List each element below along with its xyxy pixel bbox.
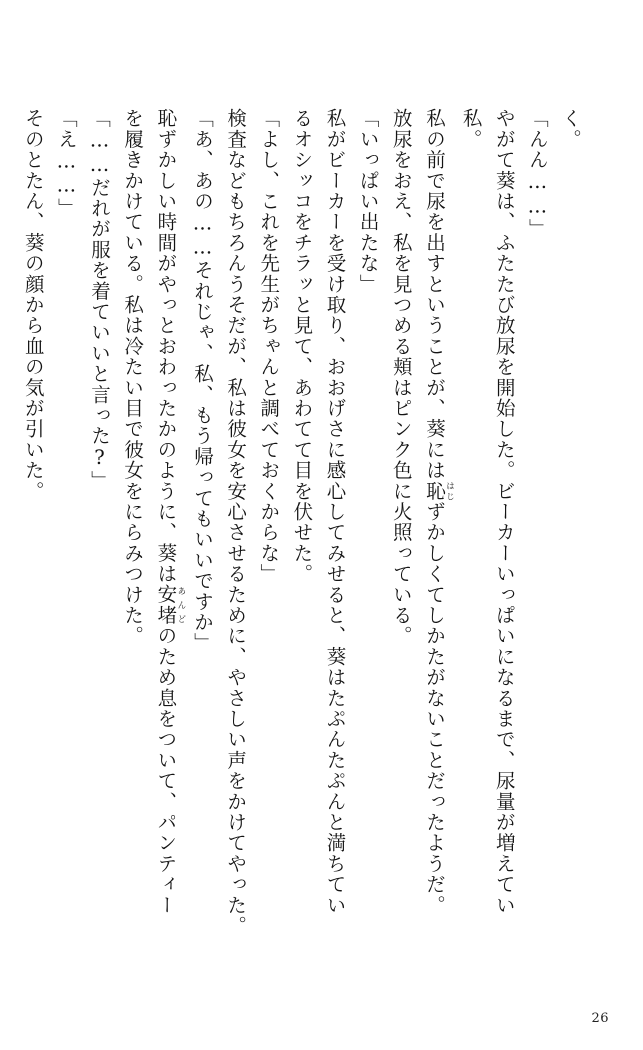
paragraph-text: 放尿をおえ、私を見つめる頬はピンク色に火照っている。 [389, 108, 413, 647]
paragraph [17, 108, 50, 988]
ruby-reading: あんど [175, 584, 186, 626]
paragraph [554, 108, 587, 988]
ruby-base: 安堵 [154, 584, 178, 626]
paragraph-text: 「……だれが服を着ていいと言った?」 [88, 108, 112, 492]
paragraph [285, 108, 318, 988]
paragraph-text: 「あ、あの……それじゃ、私、もう帰ってもいいですか」 [190, 108, 214, 654]
paragraph-text: 「いっぱい出たな」 [356, 108, 380, 295]
vertical-text-body [21, 108, 587, 988]
paragraph-text-pre: 恥ずかしい時間がやっとおわったかのように、葵は [154, 108, 178, 585]
paragraph [318, 108, 351, 988]
paragraph-text: 私がビーカーを受け取り、おおげさに感心してみせると、葵はたぷんたぷんと満ちてい [323, 108, 347, 916]
paragraph-text: 「んん……」 [525, 108, 549, 240]
paragraph-text: く。 [559, 108, 582, 150]
paragraph-text: 検査などもちろんうそだが、私は彼女を安心させるために、やさしい声をかけてやった。 [224, 108, 248, 936]
paragraph [352, 108, 385, 988]
paragraph-text-post: ずかしくてしかたがないことだったようだ。 [422, 501, 446, 916]
paragraph [488, 108, 521, 988]
paragraph [454, 108, 487, 988]
paragraph-text: やがて葵は、ふたたび放尿を開始した。ビーカーいっぱいになるまで、尿量が増えてい [492, 108, 516, 916]
ruby-ando [154, 584, 186, 626]
paragraph-text: を履きかけている。私は冷たい目で彼女をにらみつけた。 [121, 108, 145, 647]
paragraph-text: 「え……」 [54, 108, 78, 219]
page-number: 26 [591, 1011, 609, 1026]
paragraph-text-post: のため息をついて、パンティー [154, 625, 178, 916]
paragraph [219, 108, 252, 988]
paragraph [252, 108, 285, 988]
paragraph-text: 私。 [459, 108, 483, 150]
paragraph-text-pre: 私の前で尿を出すということが、葵には [422, 108, 446, 481]
paragraph [83, 108, 116, 988]
paragraph-text: 「よし、これを先生がちゃんと調べておくからな」 [257, 108, 281, 585]
paragraph [418, 108, 455, 988]
paragraph-text: るオシッコをチラッと見て、あわてて目を伏せた。 [290, 108, 314, 585]
paragraph-text: そのとたん、葵の顔から血の気が引いた。 [21, 108, 45, 502]
ruby-hazukashii [422, 480, 455, 502]
paragraph [521, 108, 554, 988]
paragraph [385, 108, 418, 988]
ruby-reading: はじ [444, 480, 455, 502]
ruby-base: 恥 [422, 480, 446, 502]
paragraph [149, 108, 186, 988]
paragraph [116, 108, 149, 988]
paragraph [50, 108, 83, 988]
paragraph [186, 108, 219, 988]
